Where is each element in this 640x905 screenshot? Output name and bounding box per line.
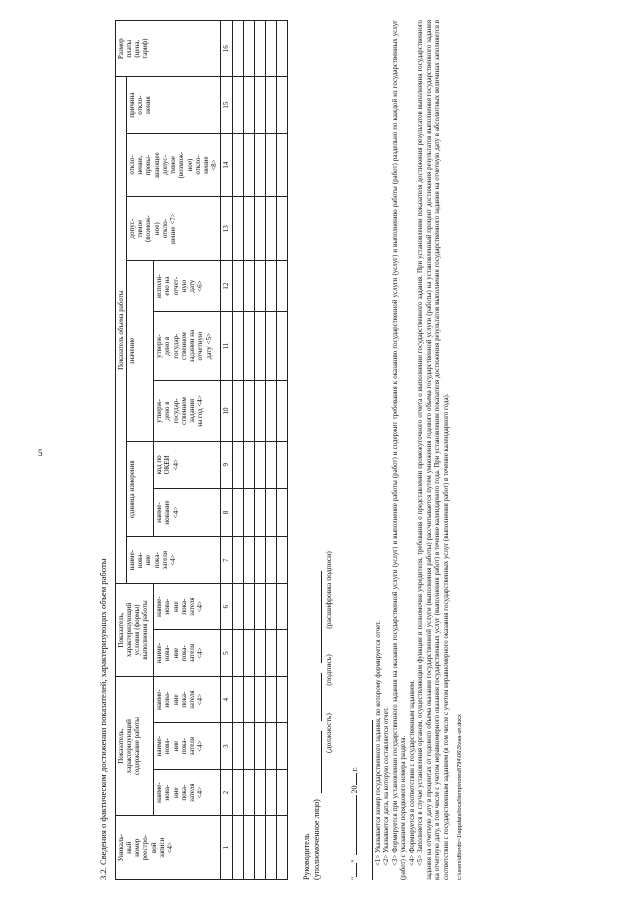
column-number: 12 — [220, 260, 232, 311]
position-line — [312, 731, 322, 793]
subheader-executed: исполн- ено на отчет- ную дату <6> — [154, 260, 221, 311]
position-caption: (должность) — [323, 713, 333, 753]
header-unit: единица измерения — [126, 442, 153, 537]
footnote-3: <3> Формируется при установлении государственного задания на оказание государственной услуги (услуг) и выполнение работы (работ) и содержит требования к оказанию государственной услуги (услуг) и выполнению работы (работ) раздельно по каждой из государственных услуг (работ) с указанием порядкового номера раздела. — [391, 20, 408, 880]
footnote-separator — [372, 720, 373, 880]
sign-caption: (подпись) — [323, 654, 333, 686]
date-close-quote: " — [349, 859, 359, 863]
subheader-approved-year: утверж- дено в государ- ственном задании на год <4> — [154, 380, 221, 441]
subheader-conditions-1: наиме- нова- ние пока- зателя <4> — [154, 630, 221, 676]
column-number: 10 — [220, 380, 232, 441]
section-title: 3.2. Сведения о фактическом достижении показателей, характеризующих объем работы — [98, 558, 108, 880]
page-number: 5 — [38, 448, 43, 458]
decode-caption: (расшифровка подписи) — [323, 551, 333, 629]
year-suffix: г. — [349, 767, 359, 772]
table-row — [276, 21, 287, 880]
rotated-page-content — [98, 20, 568, 880]
header-indicator-name: наиме- нова- ние пока- зателя <4> — [126, 537, 220, 583]
column-number: 5 — [220, 630, 232, 676]
header-volume-indicator: Показатель объема работы — [115, 77, 126, 584]
subheader-content-3: наиме- нова- ние пока- зателя <4> — [154, 676, 221, 723]
subheader-approved-date: утверж- дено в государ- ственном задании на отчетную дату <5> — [154, 312, 221, 381]
subheader-unit-name: наиме- нование <4> — [154, 488, 221, 537]
table-row — [254, 21, 265, 880]
table-row — [232, 21, 243, 880]
month-line — [348, 795, 357, 855]
day-line — [348, 863, 357, 877]
signature-block — [302, 20, 334, 880]
table-row — [265, 21, 276, 880]
column-number: 1 — [220, 816, 232, 880]
column-number: 15 — [220, 77, 232, 133]
file-path: c:\users\dbordo~1\appdata\local\temp\notes8794\06\3\vaa-un.docx — [457, 714, 464, 880]
column-number: 7 — [220, 537, 232, 583]
signature-line — [312, 673, 322, 721]
authorized-person-label: (уполномоченное лицо) — [311, 799, 321, 880]
subheader-conditions-2: наиме- нова- ние пока- зателя <4> — [154, 583, 221, 629]
volume-indicators-table — [115, 20, 288, 880]
signature-line-row — [312, 20, 322, 880]
column-number: 16 — [220, 21, 232, 77]
table-row — [243, 21, 254, 880]
head-label: Руководитель — [301, 833, 311, 880]
column-number: 14 — [220, 133, 232, 197]
subheader-okei-code: код по ОКЕИ <4> — [154, 442, 221, 488]
footnote-2: <2> Указывается дата, на которую составляется отчет. — [383, 707, 391, 866]
column-number: 4 — [220, 676, 232, 723]
year-line — [348, 773, 357, 785]
column-number: 2 — [220, 769, 232, 815]
header-unique-number: Уникаль- ный номер реестро- вой записи <4> — [115, 816, 220, 880]
footnote-5: <5> Заполняется в случае установления органом, осуществляющим функции и полномочия учредителя, требования о представлении промежуточного отчета о выполнении государственного задания. При установлении показателя достижения результатов выполнения государственного задания на отчетную дату в процентах от годового объема оказания государственной услуги (выполнения работы) рассчитывается путем умножения годового объема государственной услуги (работы) на установленный процент достижения результатов выполнения государственного задания на отчетную дату, в том числе с учетом неравномерного оказания государственных услуг (выполнения работ) в течение календарного года. При установлении показателя достижения результатов выполнения государственного задания на отчетную дату в абсолютных величинах заполняется в соответствии с государственным заданием (в том числе с учетом неравномерного оказания государственных услуг (выполнения работ) в течение календарного года). — [417, 20, 450, 880]
column-number: 3 — [220, 723, 232, 769]
date-open-quote: " — [349, 876, 359, 880]
header-content-indicator: Показатель, характеризующий содержание работы — [115, 676, 153, 815]
column-number: 13 — [220, 197, 232, 261]
header-deviation-reason: причина откло- нения — [126, 77, 220, 133]
subheader-content-2: наиме- нова- ние пока- зателя <4> — [154, 723, 221, 769]
header-conditions-indicator: Показатель, характеризующий условия (формы) выполнения работы — [115, 583, 153, 676]
header-exceeding-deviation: откло- нение, превы- шающее допус- тимое (возмож- ное) откло- нение <8> — [126, 133, 220, 197]
column-number: 11 — [220, 312, 232, 381]
date-line — [348, 20, 360, 880]
footnote-4: <4> Формируется в соответствии с государственным заданием. — [408, 680, 416, 866]
header-value: значение — [126, 260, 153, 441]
header-fee: Размер платы (цена, тариф) — [115, 21, 220, 77]
header-allowed-deviation: допус- тимое (возмож- ное) откло- нение <7> — [126, 197, 220, 261]
footnote-1: <1> Указывается номер государственного задания, по которому формируется отчет. — [374, 620, 382, 866]
signature-captions — [324, 20, 334, 880]
year-prefix: 20 — [349, 785, 359, 794]
subheader-content-1: наиме- нова- ние пока- зателя <4> — [154, 769, 221, 815]
column-number: 8 — [220, 488, 232, 537]
column-number: 6 — [220, 583, 232, 629]
column-number: 9 — [220, 442, 232, 488]
name-line — [312, 571, 322, 663]
column-number-row — [220, 21, 232, 880]
